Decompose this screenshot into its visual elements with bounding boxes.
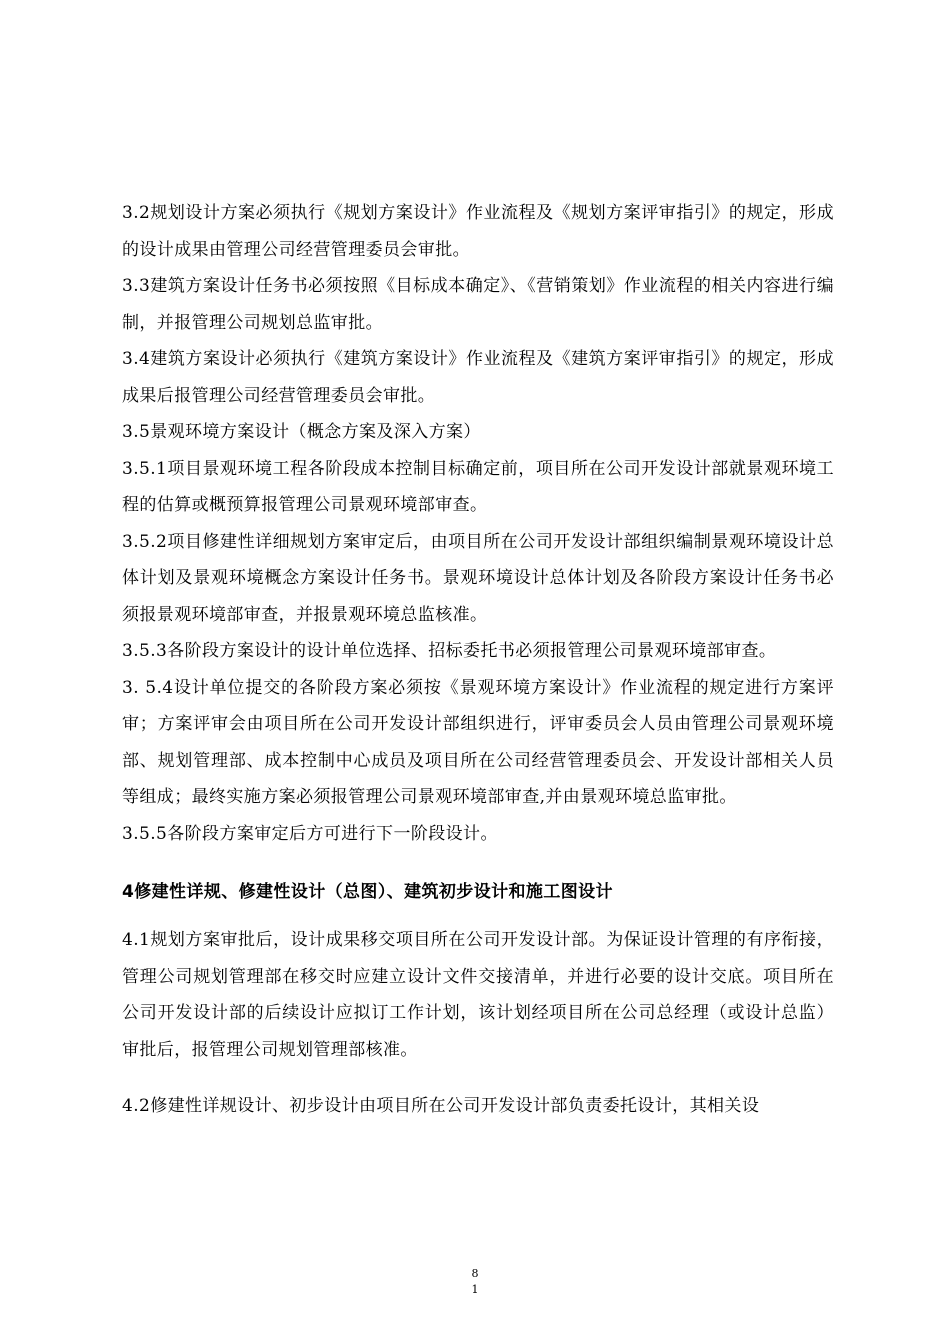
paragraph-4-2: 4.2修建性详规设计、初步设计由项目所在公司开发设计部负责委托设计，其相关设 — [122, 1096, 760, 1116]
paragraph-3-5-1: 3.5.1项目景观环境工程各阶段成本控制目标确定前，项目所在公司开发设计部就景观环境工程的估算或概预算报管理公司景观环境部审查。 — [122, 458, 834, 515]
paragraph-3-3: 3.3建筑方案设计任务书必须按照《目标成本确定》、《营销策划》作业流程的相关内容进行编制，并报管理公司规划总监审批。 — [122, 276, 834, 333]
paragraph-3-4: 3.4建筑方案设计必须执行《建筑方案设计》作业流程及《建筑方案评审指引》的规定，形成成果后报管理公司经营管理委员会审批。 — [122, 349, 834, 406]
paragraph-3-5-5: 3.5.5各阶段方案审定后方可进行下一阶段设计。 — [122, 823, 498, 844]
paragraph-3-5-2: 3.5.2项目修建性详细规划方案审定后，由项目所在公司开发设计部组织编制景观环境设计总体计划及景观环境概念方案设计任务书。景观环境设计总体计划及各阶段方案设计任务书必须报景观环境部审查，并报景观环境总监核准。 — [122, 531, 834, 625]
page-number-line-2: 1 — [471, 1283, 479, 1296]
page-number-line-1: 8 — [471, 1267, 479, 1280]
paragraph-3-2: 3.2规划设计方案必须执行《规划方案设计》作业流程及《规划方案评审指引》的规定，形成的设计成果由管理公司经营管理委员会审批。 — [122, 203, 834, 260]
page-number — [0, 1266, 950, 1298]
section-heading-4: 4修建性详规、修建性设计（总图）、建筑初步设计和施工图设计 — [122, 882, 613, 902]
document-body — [122, 195, 834, 1125]
paragraph-4-1: 4.1规划方案审批后，设计成果移交项目所在公司开发设计部。为保证设计管理的有序衔接，管理公司规划管理部在移交时应建立设计文件交接清单，并进行必要的设计交底。项目所在公司开发设计部的后续设计应拟订工作计划，该计划经项目所在公司总经理（或设计总监）审批后，报管理公司规划管理部核准。 — [122, 930, 834, 1060]
paragraph-3-5-3: 3.5.3各阶段方案设计的设计单位选择、招标委托书必须报管理公司景观环境部审查。 — [122, 641, 777, 661]
paragraph-3-5-4: 3. 5.4设计单位提交的各阶段方案必须按《景观环境方案设计》作业流程的规定进行方案评审；方案评审会由项目所在公司开发设计部组织进行，评审委员会人员由管理公司景观环境部、规划管理部、成本控制中心成员及项目所在公司经营管理委员会、开发设计部相关人员等组成；最终实施方案必须报管理公司景观环境部审查,并由景观环境总监审批。 — [122, 677, 834, 807]
paragraph-3-5: 3.5景观环境方案设计（概念方案及深入方案） — [122, 422, 481, 442]
